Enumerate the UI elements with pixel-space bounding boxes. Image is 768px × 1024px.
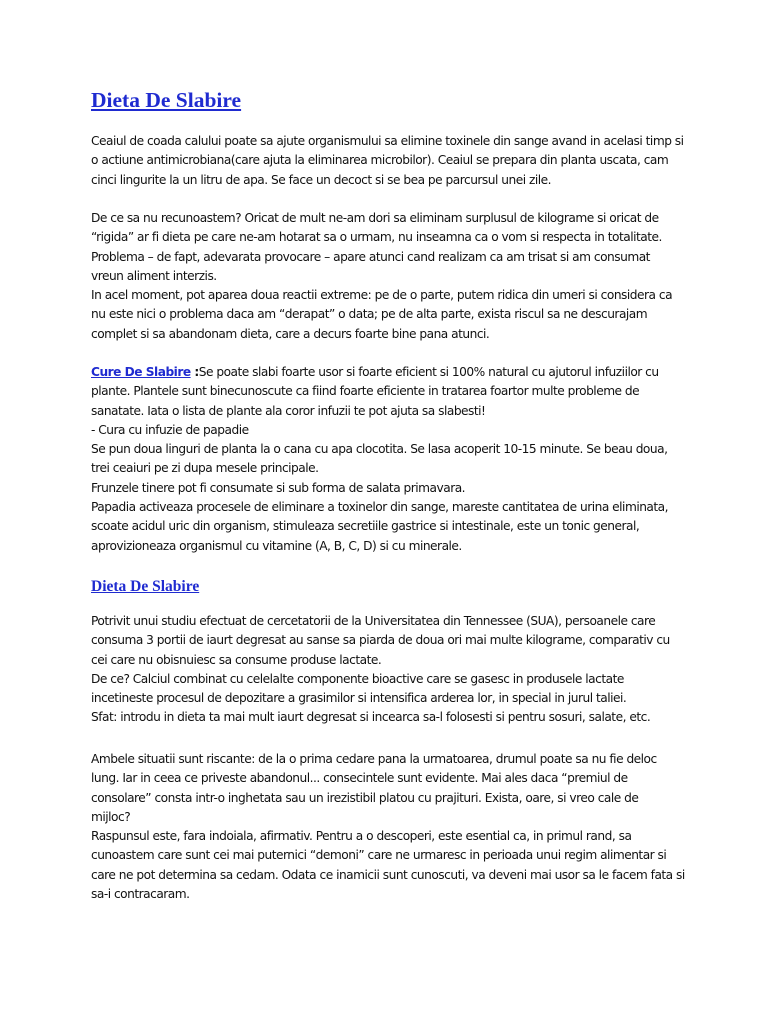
text-line: plante. Plantele sunt binecunoscute ca fiind foarte eficiente in tratarea foartor multe probleme de	[91, 384, 640, 399]
text-line: consuma 3 portii de iaurt degresat au sanse sa piarda de doua ori mai multe kilograme, comparativ cu	[91, 633, 670, 648]
text-line: “rigida” ar fi dieta pe care ne-am hotarat sa o urmam, nu inseamna ca o vom si respecta in totalitate.	[91, 230, 662, 245]
paragraph-horsetail-tea	[91, 132, 701, 190]
text-line: cunoastem care sunt cei mai puternici “demoni” care ne urmaresc in perioada unui regim alimentar si	[91, 848, 667, 863]
text-line: aprovizioneaza organismul cu vitamine (A, B, C, D) si cu minerale.	[91, 538, 462, 553]
text-line: sanatate. Iata o lista de plante ala coror infuzii te pot ajuta sa slabesti!	[91, 403, 486, 418]
text-line: Problema – de fapt, adevarata provocare – apare atunci cand realizam ca am trisat si am consumat	[91, 249, 650, 264]
text-line: Ceaiul de coada calului poate sa ajute organismului sa elimine toxinele din sange avand in acelasi timp si	[91, 134, 684, 148]
text-line	[91, 363, 701, 382]
text-line: nu este nici o problema daca am “derapat” o data; pe de alta parte, exista riscul sa ne descurajam	[91, 307, 648, 322]
text-line: cei care nu obisnuiesc sa consume produse lactate.	[91, 652, 382, 667]
cure-de-slabire-link[interactable]: Cure De Slabire	[91, 365, 191, 379]
text-line: complet si sa abandonam dieta, care a decurs foarte bine pana atunci.	[91, 326, 490, 341]
text-line: Ambele situatii sunt riscante: de la o prima cedare pana la urmatoarea, drumul poate sa nu fie deloc	[91, 752, 657, 766]
text-line: consolare” consta intr-o inghetata sau un irezistibil platou cu prajituri. Exista, oare, si vreo cale de	[91, 790, 639, 805]
text-line: vreun aliment interzis.	[91, 268, 217, 283]
text-line: Raspunsul este, fara indoiala, afirmativ. Pentru a o descoperi, este esential ca, in primul rand, sa	[91, 829, 632, 844]
text-line: scoate acidul uric din organism, stimuleaza secretiile gastrice si intestinale, este un tonic general,	[91, 519, 640, 534]
text-line: mijloc?	[91, 809, 131, 824]
text-line: Frunzele tinere pot fi consumate si sub forma de salata primavara.	[91, 480, 466, 495]
text-line: incetineste procesul de depozitare a grasimilor si intensifica arderea lor, in special in jurul taliei.	[91, 691, 627, 706]
text-line: lung. Iar in ceea ce priveste abandonul... consecintele sunt evidente. Mai ales daca “premiul de	[91, 771, 628, 786]
paragraph-yogurt-study	[91, 612, 701, 728]
paragraph-risky-situations	[91, 750, 701, 904]
text-line: cinci lingurite la un litru de apa. Se face un decoct si se bea pe parcursul unei zile.	[91, 172, 552, 187]
text-line: - Cura cu infuzie de papadie	[91, 422, 249, 437]
text-line: sa-i contracaram.	[91, 887, 190, 902]
text-line: De ce? Calciul combinat cu celelalte componente bioactive care se gasesc in produsele lactate	[91, 671, 624, 686]
text-line: De ce sa nu recunoastem? Oricat de mult ne-am dori sa eliminam surplusul de kilograme si oricat de	[91, 211, 659, 225]
section-heading-link[interactable]: Dieta De Slabire	[91, 578, 200, 595]
text-fragment: Se poate slabi foarte usor si foarte eficient si 100% natural cu ajutorul infuziilor cu	[198, 365, 659, 379]
text-line: trei ceaiuri pe zi dupa mesele principale.	[91, 461, 319, 476]
text-line: Sfat: introdu in dieta ta mai mult iaurt degresat si incearca sa-l folosesti si pentru sosuri, salate, etc.	[91, 710, 651, 725]
text-line: Papadia activeaza procesele de eliminare a toxinelor din sange, mareste cantitatea de urina eliminata,	[91, 500, 669, 515]
text-line: o actiune antimicrobiana(care ajuta la eliminarea microbilor). Ceaiul se prepara din planta uscata, cam	[91, 153, 669, 168]
text-line: Se pun doua linguri de planta la o cana cu apa clocotita. Se lasa acoperit 10-15 minute. Se beau doua,	[91, 442, 668, 457]
text-line: care ne pot determina sa cedam. Odata ce inamicii sunt cunoscuti, va deveni mai usor sa le facem fata si	[91, 867, 685, 882]
colon-separator: :	[190, 365, 199, 379]
paragraph-dandelion-cure	[91, 363, 701, 556]
text-line: In acel moment, pot aparea doua reactii extreme: pe de o parte, putem ridica din umeri si considera ca	[91, 288, 673, 303]
page-title-link[interactable]: Dieta De Slabire	[91, 88, 242, 112]
text-line: Potrivit unui studiu efectuat de cercetatorii de la Universitatea din Tennessee (SUA), persoanele care	[91, 614, 656, 628]
paragraph-diet-slip	[91, 209, 701, 344]
